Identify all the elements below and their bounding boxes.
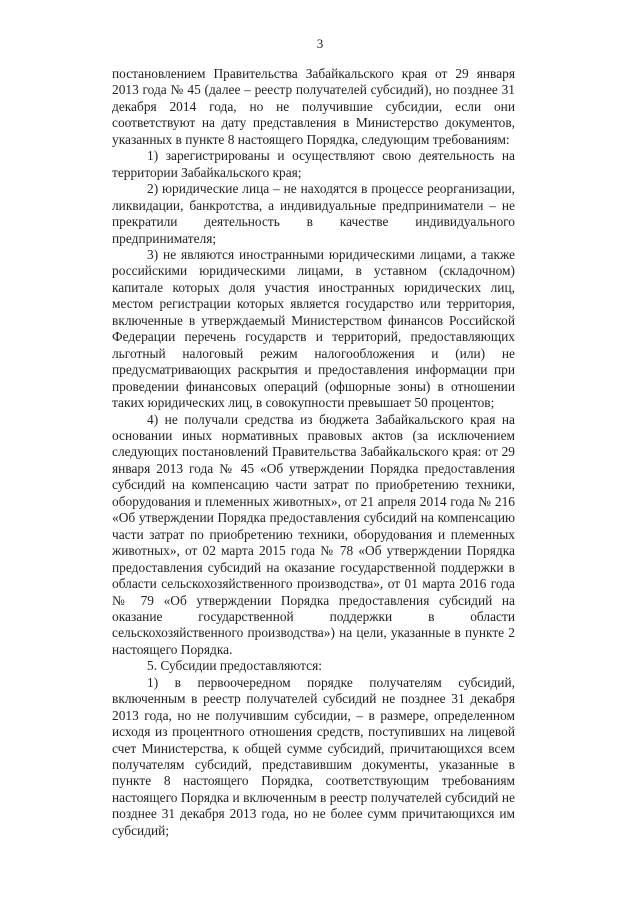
requirement-item-3: 3) не являются иностранными юридическими лицами, а также российскими юридическими лицами, в уставном (складочном) капитале которых доля участия иностранных юридических лиц, местом регистрации которых является государство или территория, включенные в утверждаемый Министерством финансов Российской Федерации перечень государств и территорий, предоставляющих льготный налоговый режим налогообложения и (или) не предусматривающих раскрытия и предоставления информации при проведении финансовых операций (офшорные зоны) в отношении таких юридических лиц, в совокупности превышает 50 процентов; bbox=[112, 246, 515, 411]
document-body bbox=[112, 66, 515, 839]
requirement-item-1: 1) зарегистрированы и осуществляют свою деятельность на территории Забайкальского края; bbox=[112, 148, 515, 180]
page-number: 3 bbox=[316, 36, 324, 51]
section-5-heading: 5. Субсидии предоставляются: bbox=[147, 658, 322, 674]
requirement-item-2: 2) юридические лица – не находятся в процессе реорганизации, ликвидации, банкротства, а индивидуальные предприниматели – не прекратили деятельность в качестве индивидуального предпринимателя; bbox=[112, 181, 515, 246]
section-5-item-1: 1) в первоочередном порядке получателям субсидий, включенным в реестр получателей субсидий не позднее 31 декабря 2013 года, но не получившим субсидии, – в размере, определенном исходя из процентного отношения средств, поступивших на лицевой счет Министерства, к общей сумме субсидий, причитающихся всем получателям субсидий, представившим документы, указанные в пункте 8 настоящего Порядка, соответствующим требованиям настоящего Порядка и включенным в реестр получателей субсидий не позднее 31 декабря 2013 года, но не более сумм причитающихся им субсидий; bbox=[112, 674, 515, 838]
paragraph-continuation: постановлением Правительства Забайкальского края от 29 января 2013 года № 45 (далее – реестр получателей субсидий), но позднее 31 декабря 2014 года, но не получившие субсидии, если они соответствуют на дату представления в Министерство документов, указанных в пункте 8 настоящего Порядка, следующим требованиям: bbox=[112, 66, 515, 147]
requirement-item-4: 4) не получали средства из бюджета Забайкальского края на основании иных нормативных правовых актов (за исключением следующих постановлений Правительства Забайкальского края: от 29 января 2013 года № 45 «Об утверждении Порядка предоставления субсидий на компенсацию части затрат по приобретению техники, оборудования и племенных животных», от 21 апреля 2014 года № 216 «Об утверждении Порядка предоставления субсидий на компенсацию части затрат по приобретению техники, оборудования и племенных животных», от 02 марта 2015 года № 78 «Об утверждении Порядка предоставления субсидий на оказание государственной поддержки в области сельскохозяйственного производства», от 01 марта 2016 года № 79 «Об утверждении Порядка предоставления субсидий на оказание государственной поддержки в области сельскохозяйственного производства») на цели, указанные в пункте 2 настоящего Порядка. bbox=[112, 411, 515, 657]
